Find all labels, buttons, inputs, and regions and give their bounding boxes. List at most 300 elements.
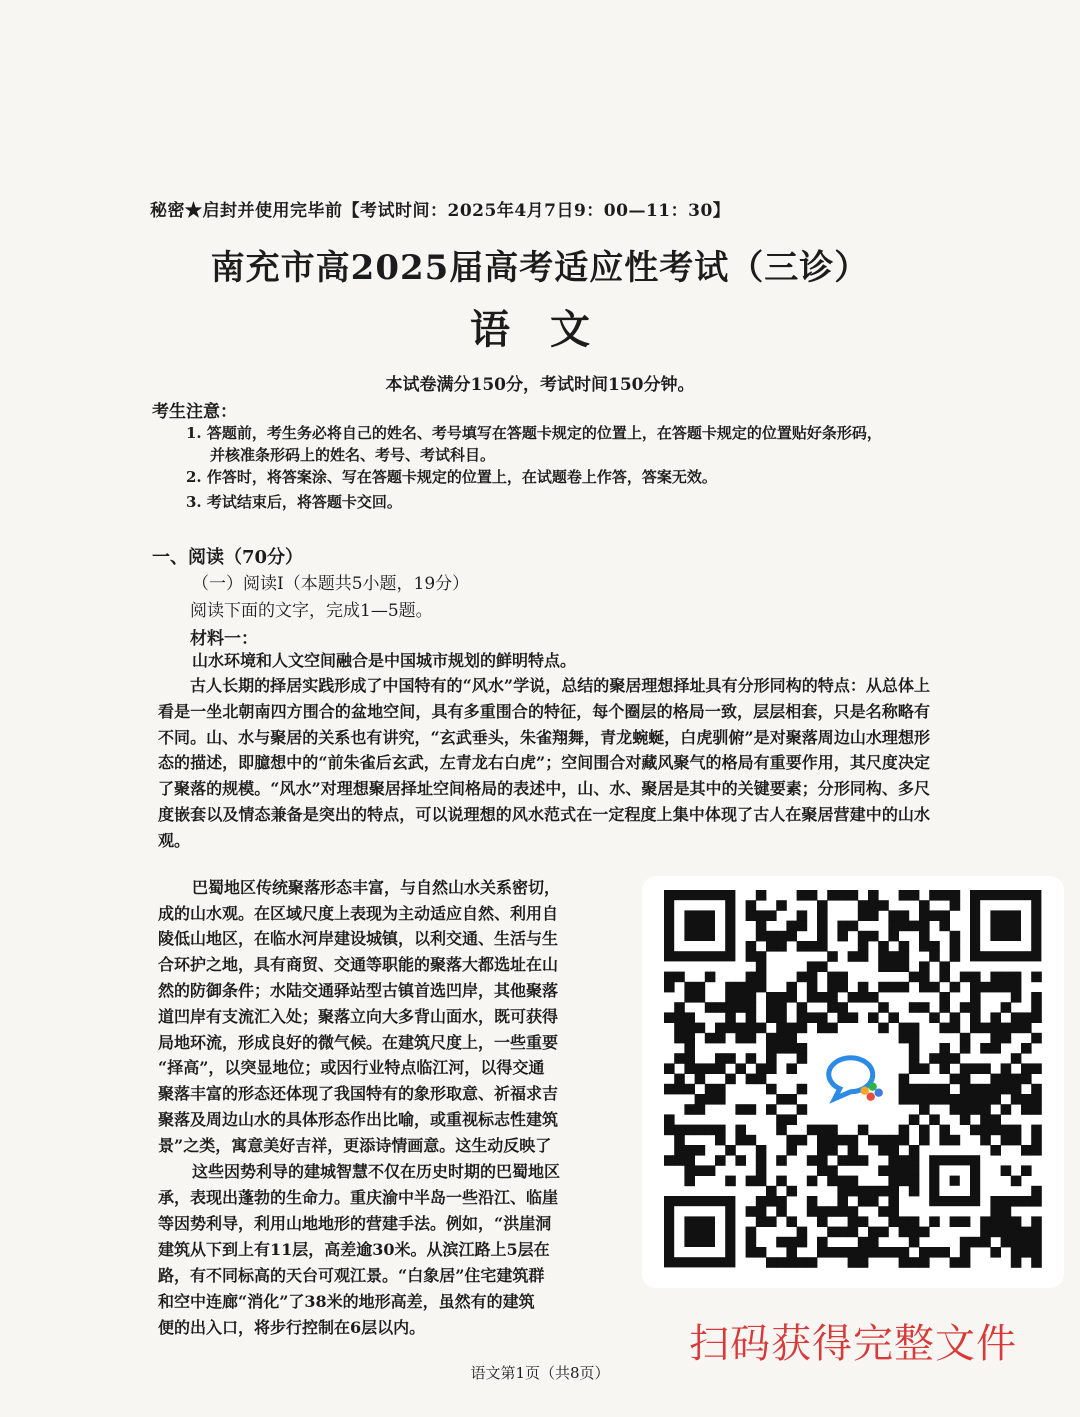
qr-module	[919, 1094, 930, 1105]
qr-module	[817, 1012, 828, 1023]
qr-module	[786, 992, 797, 1003]
qr-module	[756, 1023, 767, 1034]
qr-module	[878, 900, 889, 911]
qr-module	[1001, 1002, 1012, 1013]
qr-module	[725, 1002, 736, 1013]
qr-module	[868, 1186, 879, 1197]
qr-module	[1011, 1023, 1022, 1034]
text-line: 承，表现出蓬勃的生命力。重庆渝中半岛一些沿江、临崖	[158, 1188, 559, 1207]
qr-module	[939, 1125, 950, 1136]
qr-module	[797, 1084, 808, 1095]
qr-module	[878, 951, 889, 962]
qr-module	[705, 1125, 716, 1136]
qr-module	[827, 1135, 838, 1146]
qr-module	[929, 1247, 940, 1258]
qr-module	[827, 1023, 838, 1034]
qr-module	[858, 1196, 869, 1207]
qr-module	[888, 1145, 899, 1156]
qr-module	[950, 900, 961, 911]
qr-module	[929, 982, 940, 993]
qr-module	[674, 1033, 685, 1044]
text-line: 合环护之地，具有商贸、交通等职能的聚落大都选址在山	[158, 955, 559, 974]
text-line: 巴蜀地区传统聚落形态丰富，与自然山水关系密切，	[192, 878, 561, 897]
qr-module	[960, 1033, 971, 1044]
qr-module	[888, 1216, 899, 1227]
qr-module	[868, 900, 879, 911]
qr-module	[909, 1002, 920, 1013]
qr-module	[919, 1125, 930, 1136]
qr-module	[837, 1196, 848, 1207]
qr-module	[674, 1155, 685, 1166]
qr-module	[939, 1053, 950, 1064]
qr-module	[848, 890, 859, 901]
qr-module	[939, 1023, 950, 1034]
qr-module	[674, 1135, 685, 1146]
qr-module	[786, 931, 797, 942]
qr-module	[695, 992, 706, 1003]
text-line: 这些因势利导的建城智慧不仅在历史时期的巴蜀地区	[192, 1162, 561, 1181]
text-line: 和空中连廊“消化”了38米的地形高差，虽然有的建筑	[158, 1292, 535, 1311]
qr-module	[980, 1237, 991, 1248]
qr-module	[1021, 1227, 1032, 1238]
qr-module	[766, 1012, 777, 1023]
qr-module	[725, 1023, 736, 1034]
qr-module	[827, 982, 838, 993]
qr-module	[899, 1084, 910, 1095]
qr-module	[848, 1257, 859, 1268]
notice-heading: 考生注意：	[152, 402, 237, 422]
qr-module	[797, 1002, 808, 1013]
qr-caption: 扫码获得完整文件	[689, 1321, 1017, 1367]
qr-module	[990, 1114, 1001, 1125]
qr-module	[695, 1023, 706, 1034]
qr-module	[1031, 1125, 1042, 1136]
qr-module	[746, 992, 757, 1003]
qr-finder-core	[990, 910, 1021, 941]
qr-module	[1031, 1196, 1042, 1207]
qr-module	[684, 992, 695, 1003]
qr-module	[746, 941, 757, 952]
qr-module	[990, 1043, 1001, 1054]
qr-module	[684, 1053, 695, 1064]
qr-module	[1001, 1165, 1012, 1176]
qr-module	[929, 941, 940, 952]
qr-module	[817, 1216, 828, 1227]
qr-module	[1011, 1135, 1022, 1146]
qr-module	[858, 1155, 869, 1166]
qr-module	[848, 1012, 859, 1023]
qr-module	[756, 961, 767, 972]
qr-module	[807, 992, 818, 1003]
qr-module	[939, 992, 950, 1003]
qr-code-card[interactable]	[642, 876, 1064, 1288]
qr-module	[817, 1125, 828, 1136]
qr-module	[827, 1002, 838, 1013]
qr-module	[766, 1216, 777, 1227]
qr-module	[960, 1216, 971, 1227]
qr-module	[1021, 1237, 1032, 1248]
text-line: 路，有不同标高的天台可观江景。“白象居”住宅建筑群	[158, 1266, 545, 1285]
qr-module	[837, 1247, 848, 1258]
qr-module	[960, 1063, 971, 1074]
qr-module	[827, 992, 838, 1003]
qr-module	[674, 1002, 685, 1013]
qr-module	[827, 1206, 838, 1217]
text-line: 局地环流，形成良好的微气候。在建筑尺度上，一些重要	[158, 1033, 559, 1052]
qr-module	[888, 1206, 899, 1217]
qr-module	[746, 982, 757, 993]
qr-module	[807, 1176, 818, 1187]
qr-module	[909, 1043, 920, 1054]
qr-module	[919, 972, 930, 983]
qr-module	[929, 1216, 940, 1227]
qr-module	[909, 1227, 920, 1238]
text-line: 道凹岸有支流汇入处；聚落立向大多背山面水，既可获得	[158, 1007, 559, 1026]
qr-module	[1001, 1206, 1012, 1217]
qr-module	[684, 1063, 695, 1074]
qr-module	[797, 921, 808, 932]
qr-code[interactable]	[642, 876, 1064, 1288]
qr-module	[960, 1237, 971, 1248]
qr-module	[868, 992, 879, 1003]
qr-module	[756, 1165, 767, 1176]
qr-module	[664, 1155, 675, 1166]
qr-module	[960, 1094, 971, 1105]
qr-module	[776, 1023, 787, 1034]
qr-module	[1011, 1176, 1022, 1187]
qr-module	[725, 1012, 736, 1023]
qr-module	[735, 1023, 746, 1034]
qr-module	[868, 890, 879, 901]
qr-module	[1021, 1012, 1032, 1023]
qr-module	[960, 1114, 971, 1125]
qr-module	[868, 910, 879, 921]
qr-module	[909, 1023, 920, 1034]
qr-module	[766, 1186, 777, 1197]
notice-item: 并核准条形码上的姓名、考号、考试科目。	[210, 446, 496, 464]
qr-module	[1031, 1033, 1042, 1044]
qr-module	[756, 1155, 767, 1166]
qr-module	[766, 910, 777, 921]
qr-module	[919, 1135, 930, 1146]
qr-module	[1011, 1084, 1022, 1095]
qr-module	[980, 1084, 991, 1095]
qr-module	[899, 1135, 910, 1146]
qr-module	[848, 1145, 859, 1156]
qr-module	[909, 890, 920, 901]
qr-module	[878, 1135, 889, 1146]
qr-module	[715, 1023, 726, 1034]
qr-module	[929, 1053, 940, 1064]
qr-module	[715, 1063, 726, 1074]
qr-module	[735, 982, 746, 993]
qr-module	[695, 1125, 706, 1136]
qr-module	[990, 972, 1001, 983]
qr-module	[776, 1114, 787, 1125]
qr-module	[909, 1186, 920, 1197]
qr-module	[1021, 1094, 1032, 1105]
qr-module	[705, 972, 716, 983]
qr-module	[735, 1033, 746, 1044]
qr-module	[725, 1053, 736, 1064]
qr-module	[695, 1165, 706, 1176]
qr-module	[980, 1125, 991, 1136]
qr-module	[899, 1247, 910, 1258]
qr-module	[797, 972, 808, 983]
qr-module	[929, 951, 940, 962]
qr-module	[746, 1053, 757, 1064]
qr-module	[817, 941, 828, 952]
qr-module	[797, 1043, 808, 1054]
qr-module	[797, 1012, 808, 1023]
qr-module	[990, 1023, 1001, 1034]
text-line: 成的山水观。在区域尺度上表现为主动适应自然、利用自	[158, 904, 559, 923]
qr-module	[695, 1063, 706, 1074]
qr-alignment-core	[950, 1176, 960, 1186]
qr-module	[695, 1145, 706, 1156]
qr-module	[817, 1023, 828, 1034]
qr-module	[756, 1216, 767, 1227]
qr-module	[827, 1247, 838, 1258]
qr-module	[776, 1155, 787, 1166]
page-footer: 语文第1页（共8页）	[470, 1364, 610, 1382]
paragraph: 山水环境和人文空间融合是中国城市规划的鲜明特点。	[192, 651, 577, 670]
qr-module	[919, 1247, 930, 1258]
qr-module	[684, 1012, 695, 1023]
qr-module	[837, 1155, 848, 1166]
qr-module	[1011, 1125, 1022, 1136]
qr-module	[827, 951, 838, 962]
qr-module	[797, 1053, 808, 1064]
qr-module	[664, 1063, 675, 1074]
qr-module	[899, 1023, 910, 1034]
qr-module	[756, 982, 767, 993]
qr-module	[990, 1074, 1001, 1085]
qr-module	[837, 1206, 848, 1217]
qr-module	[990, 1094, 1001, 1105]
qr-module	[776, 941, 787, 952]
qr-module	[695, 1074, 706, 1085]
qr-module	[1011, 1257, 1022, 1268]
qr-module	[899, 1176, 910, 1187]
qr-module	[888, 1165, 899, 1176]
qr-module	[746, 1135, 757, 1146]
qr-module	[776, 1043, 787, 1054]
qr-module	[878, 1023, 889, 1034]
qr-module	[715, 1033, 726, 1044]
qr-module	[837, 1012, 848, 1023]
qr-module	[807, 1155, 818, 1166]
qr-module	[878, 1165, 889, 1176]
qr-module	[766, 1084, 777, 1095]
qr-module	[1001, 1216, 1012, 1227]
qr-module	[746, 1074, 757, 1085]
qr-module	[827, 1145, 838, 1156]
qr-module	[950, 1053, 961, 1064]
qr-module	[950, 951, 961, 962]
qr-module	[970, 1023, 981, 1034]
text-line: 聚落丰富的形态还体现了我国特有的象形取意、祈福求吉	[158, 1084, 559, 1103]
qr-module	[797, 910, 808, 921]
qr-module	[919, 900, 930, 911]
qr-module	[960, 1084, 971, 1095]
qr-module	[684, 1033, 695, 1044]
qr-module	[990, 1196, 1001, 1207]
qr-module	[970, 1237, 981, 1248]
qr-module	[990, 1033, 1001, 1044]
qr-module	[1011, 1237, 1022, 1248]
qr-module	[674, 1012, 685, 1023]
qr-module	[858, 900, 869, 911]
qr-module	[1001, 1196, 1012, 1207]
qr-module	[756, 1196, 767, 1207]
qr-module	[939, 972, 950, 983]
qr-module	[807, 1196, 818, 1207]
qr-module	[929, 1114, 940, 1125]
qr-module	[1021, 1043, 1032, 1054]
qr-module	[817, 1206, 828, 1217]
qr-module	[960, 972, 971, 983]
qr-module	[980, 1094, 991, 1105]
qr-module	[684, 1155, 695, 1166]
qr-module	[939, 1002, 950, 1013]
qr-module	[705, 1165, 716, 1176]
qr-finder-core	[684, 1216, 715, 1247]
qr-module	[827, 890, 838, 901]
qr-module	[797, 941, 808, 952]
qr-module	[980, 1023, 991, 1034]
qr-module	[837, 1227, 848, 1238]
qr-module	[909, 1237, 920, 1248]
qr-module	[990, 1084, 1001, 1095]
qr-module	[674, 1084, 685, 1095]
qr-module	[786, 1063, 797, 1074]
qr-module	[960, 1257, 971, 1268]
qr-module	[1031, 1216, 1042, 1227]
qr-module	[939, 910, 950, 921]
qr-module	[878, 1145, 889, 1156]
qr-module	[939, 1063, 950, 1074]
qr-module	[786, 1023, 797, 1034]
qr-module	[807, 961, 818, 972]
qr-module	[919, 941, 930, 952]
text-line: “择高”，以突显地位；或因行业特点临江河，以得交通	[158, 1058, 545, 1077]
qr-module	[990, 1216, 1001, 1227]
qr-module	[970, 992, 981, 1003]
qr-module	[746, 910, 757, 921]
notice-item: 2. 作答时，将答案涂、写在答题卡规定的位置上，在试题卷上作答，答案无效。	[186, 468, 717, 486]
qr-module	[776, 1012, 787, 1023]
qr-module	[695, 1104, 706, 1115]
qr-module	[939, 890, 950, 901]
qr-module	[1011, 992, 1022, 1003]
score-time-line: 本试卷满分150分，考试时间150分钟。	[385, 375, 695, 395]
qr-module	[878, 1206, 889, 1217]
qr-module	[797, 1227, 808, 1238]
qr-module	[878, 1186, 889, 1197]
qr-module	[756, 972, 767, 983]
qr-module	[939, 1135, 950, 1146]
qr-module	[1031, 1084, 1042, 1095]
qr-module	[980, 1114, 991, 1125]
qr-module	[776, 1196, 787, 1207]
qr-module	[735, 1135, 746, 1146]
qr-module	[766, 992, 777, 1003]
qr-module	[735, 992, 746, 1003]
qr-module	[950, 941, 961, 952]
qr-module	[848, 951, 859, 962]
qr-module	[837, 1002, 848, 1013]
qr-module	[1011, 972, 1022, 983]
qr-module	[899, 951, 910, 962]
qr-module	[725, 982, 736, 993]
qr-module	[909, 921, 920, 932]
qr-module	[980, 1043, 991, 1054]
qr-module	[1031, 1094, 1042, 1105]
qr-module	[950, 982, 961, 993]
qr-module	[786, 1094, 797, 1105]
qr-module	[858, 1125, 869, 1136]
qr-module	[1031, 1237, 1042, 1248]
qr-module	[899, 961, 910, 972]
qr-module	[980, 1216, 991, 1227]
qr-module	[746, 1176, 757, 1187]
qr-module	[950, 1135, 961, 1146]
qr-module	[674, 1023, 685, 1034]
qr-module	[858, 992, 869, 1003]
qr-module	[960, 1074, 971, 1085]
qr-module	[878, 1227, 889, 1238]
qr-module	[868, 1012, 879, 1023]
qr-module	[950, 1257, 961, 1268]
qr-module	[909, 1216, 920, 1227]
qr-module	[837, 1135, 848, 1146]
qr-module	[899, 1257, 910, 1268]
qr-module	[797, 1257, 808, 1268]
qr-module	[1001, 1125, 1012, 1136]
qr-module	[939, 1247, 950, 1258]
qr-module	[766, 1063, 777, 1074]
qr-module	[776, 900, 787, 911]
qr-module	[939, 921, 950, 932]
qr-module	[1031, 1002, 1042, 1013]
text-line: 陵低山地区，在临水河岸建设城镇，以利交通、生活与生	[158, 929, 559, 948]
qr-module	[817, 1155, 828, 1166]
qr-module	[1031, 1247, 1042, 1258]
qr-module	[807, 941, 818, 952]
qr-module	[837, 982, 848, 993]
qr-module	[970, 1125, 981, 1136]
qr-module	[817, 1247, 828, 1258]
qr-module	[868, 1247, 879, 1258]
qr-module	[878, 1247, 889, 1258]
qr-module	[1021, 1247, 1032, 1258]
qr-module	[715, 1135, 726, 1146]
qr-module	[878, 982, 889, 993]
qr-module	[970, 1084, 981, 1095]
qr-module	[1001, 1135, 1012, 1146]
qr-module	[756, 1206, 767, 1217]
qr-module	[990, 982, 1001, 993]
qr-module	[919, 921, 930, 932]
qr-module	[868, 1196, 879, 1207]
qr-module	[735, 1104, 746, 1115]
qr-module	[909, 1033, 920, 1044]
qr-module	[1011, 1247, 1022, 1258]
qr-module	[899, 941, 910, 952]
text-line: 聚落及周边山水的具体形态作出比喻，或重视标志性建筑	[158, 1110, 559, 1129]
qr-module	[848, 992, 859, 1003]
